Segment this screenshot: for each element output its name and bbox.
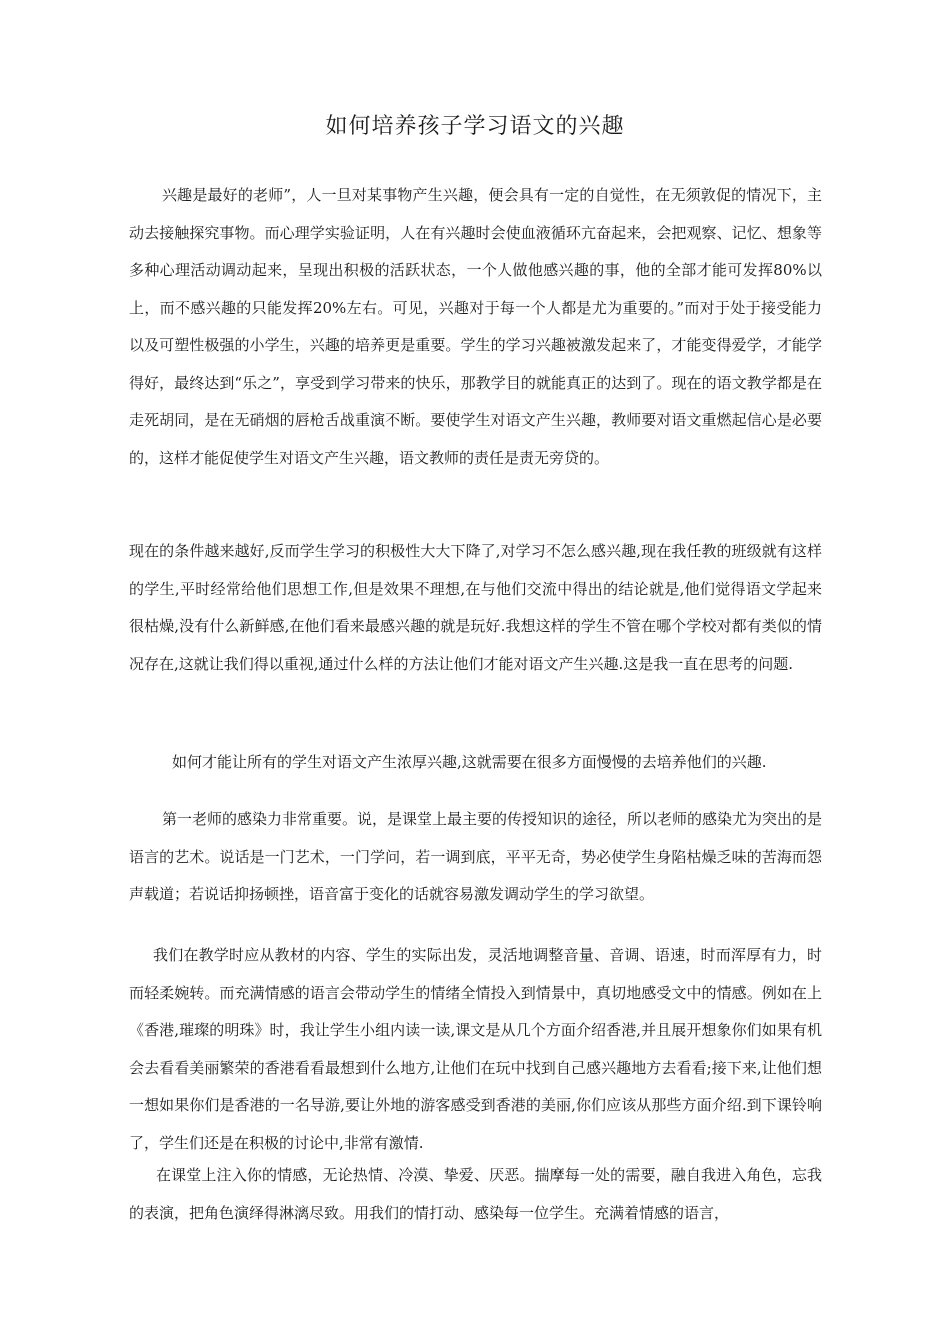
paragraph-2: 现在的条件越来越好,反而学生学习的积极性大大下降了,对学习不怎么感兴趣,现在我任教的班级就有这样的学生,平时经常给他们思想工作,但是效果不理想,在与他们交流中得出的结论就是,他们觉得语文学起来很枯燥,没有什么新鲜感,在他们看来最感兴趣的就是玩好.我想这样的学生不管在哪个学校对都有类似的情况存在,这就让我们得以重视,通过什么样的方法让他们才能对语文产生兴趣.这是我一直在思考的问题. bbox=[129, 542, 822, 673]
paragraph-5: 我们在教学时应从教材的内容、学生的实际出发，灵活地调整音量、音调、语速，时而浑厚有力，时而轻柔婉转。而充满情感的语言会带动学生的情绪全情投入到情景中，真切地感受文中的情感。例如在上《香港,璀璨的明珠》时，我让学生小组内读一读,课文是从几个方面介绍香港,并且展开想象你们如果有机会去看看美丽繁荣的香港看看最想到什么地方,让他们在玩中找到自己感兴趣地方去看看;接下来,让他们想一想如果你们是香港的一名导游,要让外地的游客感受到香港的美丽,你们应该从那些方面介绍.到下课铃响了，学生们还是在积极的讨论中,非常有激情. bbox=[129, 946, 822, 1152]
document-title: 如何培养孩子学习语文的兴趣 bbox=[325, 114, 625, 139]
paragraph-4: 第一老师的感染力非常重要。说，是课堂上最主要的传授知识的途径，所以老师的感染尤为突出的是语言的艺术。说话是一门艺术，一门学问，若一调到底，平平无奇，势必使学生身陷枯燥乏味的苦海而怨声载道；若说话抑扬顿挫，语音富于变化的话就容易激发调动学生的学习欲望。 bbox=[129, 810, 823, 903]
paragraph-6: 在课堂上注入你的情感，无论热情、冷漠、挚爱、厌恶。揣摩每一处的需要，融自我进入角色，忘我的表演，把角色演绎得淋漓尽致。用我们的情打动、感染每一位学生。充满着情感的语言， bbox=[129, 1166, 822, 1222]
paragraph-3: 如何才能让所有的学生对语文产生浓厚兴趣,这就需要在很多方面慢慢的去培养他们的兴趣. bbox=[172, 753, 767, 771]
paragraph-1: 兴趣是最好的老师”，人一旦对某事物产生兴趣，便会具有一定的自觉性，在无须敦促的情况下，主动去接触探究事物。而心理学实验证明，人在有兴趣时会使血液循环亢奋起来，会把观察、记忆、想象等多种心理活动调动起来，呈现出积极的活跃状态，一个人做他感兴趣的事，他的全部才能可发挥80%以上，而不感兴趣的只能发挥20%左右。可见，兴趣对于每一个人都是尤为重要的。”而对于处于接受能力以及可塑性极强的小学生，兴趣的培养更是重要。学生的学习兴趣被激发起来了，才能变得爱学，才能学得好，最终达到“乐之”，享受到学习带来的快乐，那教学目的就能真正的达到了。现在的语文教学都是在走死胡同，是在无硝烟的唇枪舌战重演不断。要使学生对语文产生兴趣，教师要对语文重燃起信心是必要的，这样才能促使学生对语文产生兴趣，语文教师的责任是责无旁贷的。 bbox=[129, 186, 822, 467]
